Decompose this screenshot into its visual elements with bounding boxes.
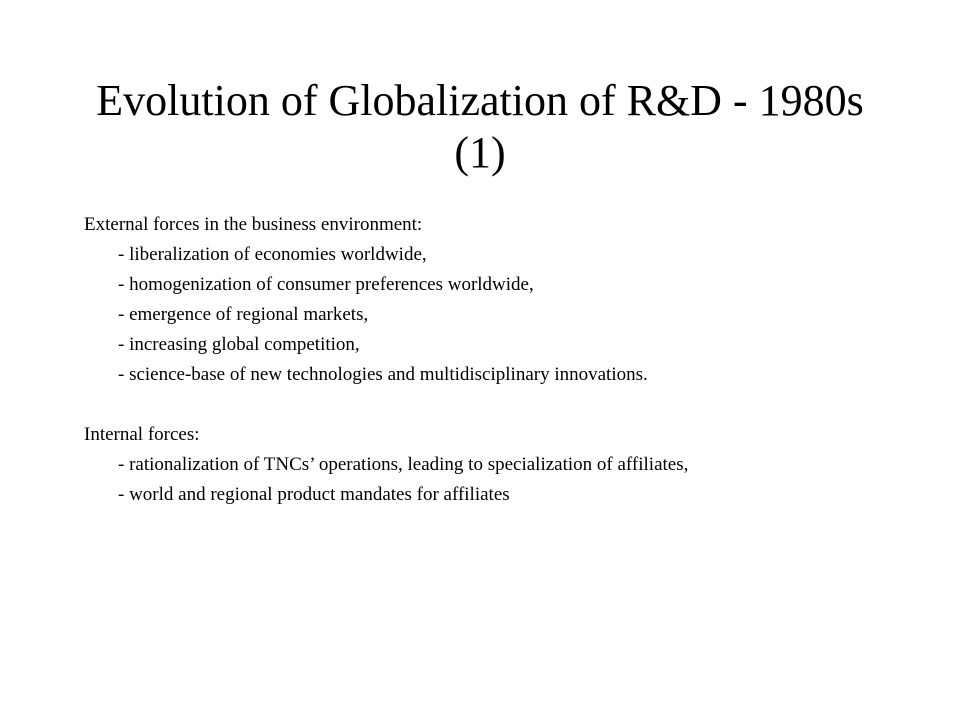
internal-forces-section — [84, 420, 924, 510]
internal-force-item: - world and regional product mandates for affiliates — [118, 484, 510, 505]
external-force-item: - science-base of new technologies and multidisciplinary innovations. — [118, 364, 648, 385]
external-forces-section — [84, 210, 924, 390]
internal-forces-heading: Internal forces: — [84, 424, 200, 445]
external-forces-heading: External forces in the business environment: — [84, 214, 423, 235]
slide-body — [84, 210, 924, 510]
external-force-item: - increasing global competition, — [118, 334, 360, 355]
external-force-item: - homogenization of consumer preferences worldwide, — [118, 274, 534, 295]
slide-title-line-2: (1) — [454, 128, 506, 177]
section-spacer — [84, 390, 924, 420]
slide-title-line-1: Evolution of Globalization of R&D - 1980s — [96, 76, 864, 125]
external-force-item: - liberalization of economies worldwide, — [118, 244, 427, 265]
slide-title — [60, 75, 900, 179]
internal-force-item: - rationalization of TNCs’ operations, leading to specialization of affiliates, — [118, 454, 689, 475]
external-force-item: - emergence of regional markets, — [118, 304, 369, 325]
